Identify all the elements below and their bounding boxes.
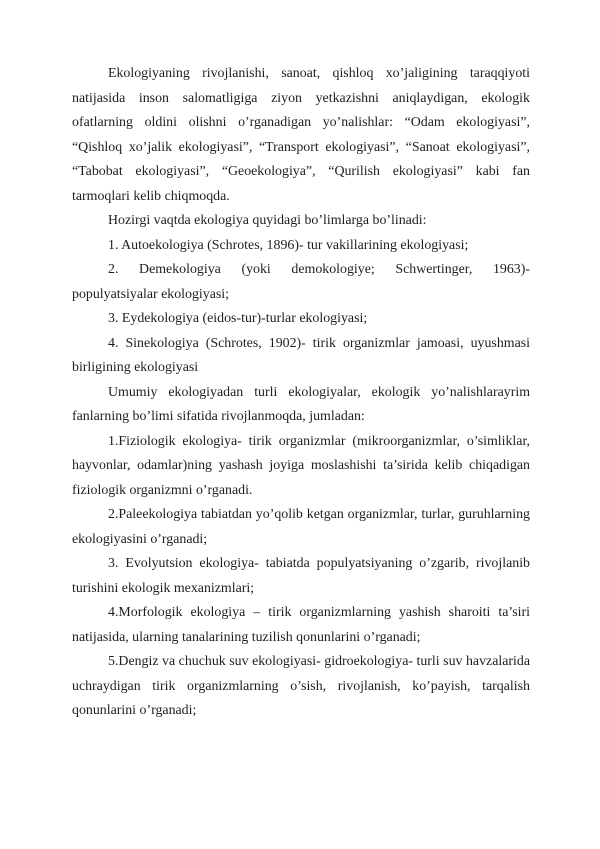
list-item-fiziologik-ekologiya: 1.Fiziologik ekologiya- tirik organizmlar (mikroorganizmlar, o’simliklar, hayvonlar, odamlar)ning yashash joyiga moslashishi ta’sirida kelib chiqadigan fiziologik organizmni o’rganadi. [72,433,530,498]
list-item-gidroekologiya: 5.Dengiz va chuchuk suv ekologiyasi- gidroekologiya- turli suv havzalarida uchraydigan tirik organizmlarning o’sish, rivojlanish, ko’payish, tarqalish qonunlarini o’rganadi; [72,654,530,718]
list-item-paleekologiya: 2.Paleekologiya tabiatdan yo’qolib ketgan organizmlar, turlar, guruhlarning ekologiyasini o’rganadi; [72,507,530,547]
list-item-sinekologiya: 4. Sinekologiya (Schrotes, 1902)- tirik organizmlar jamoasi, uyushmasi birligining ekologiyasi [72,335,530,375]
paragraph-divisions-heading: Hozirgi vaqtda ekologiya quyidagi bo’limlarga bo’linadi: [108,213,427,228]
paragraph-general-ecology: Umumiy ekologiyadan turli ekologiyalar, ekologik yo’nalishlarayrim fanlarning bo’limi sifatida rivojlanmoqda, jumladan: [72,384,530,424]
list-item-evolyutsion-ekologiya: 3. Evolyutsion ekologiya- tabiatda populyatsiyaning o’zgarib, rivojlanib turishini ekologik mexanizmlari; [72,556,530,596]
list-item-autoekologiya: 1. Autoekologiya (Schrotes, 1896)- tur vakillarining ekologiyasi; [108,237,469,253]
paragraph-intro: Ekologiyaning rivojlanishi, sanoat, qishloq xo’jaligining taraqqiyoti natijasida inson salomatligiga ziyon yetkazishni aniqlaydigan, ekologik ofatlarning oldini olishni o’rganadigan yo’nalishlar: “Odam ekologiyasi”, “Qishloq xo’jalik ekologiyasi”, “Transport ekologiyasi”, “Sanoat ekologiyasi”, “Tabobat ekologiyasi”, “Geoekologiya”, “Qurilish ekologiyasi” kabi fan tarmoqlari kelib chiqmoqda. [72,66,530,204]
list-item-eydekologiya: 3. Eydekologiya (eidos-tur)-turlar ekologiyasi; [108,311,368,326]
document-page [72,62,530,724]
list-item-morfologik-ekologiya: 4.Morfologik ekologiya – tirik organizmlarning yashish sharoiti ta’siri natijasida, ularning tanalarining tuzilish qonunlarini o’rganadi; [72,605,530,645]
list-item-demekologiya: 2. Demekologiya (yoki demokologiye; Schwertinger, 1963)- populyatsiyalar ekologiyasi; [72,262,530,302]
